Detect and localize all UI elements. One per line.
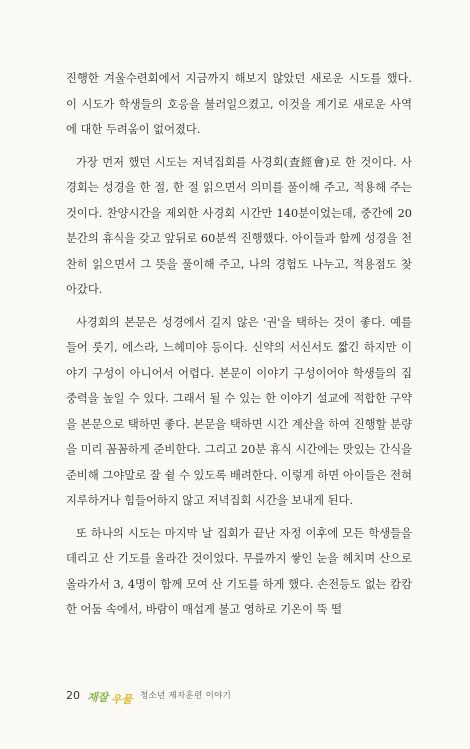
book-title: 청소년 제자훈련 이야기 xyxy=(140,691,232,701)
paragraph-2: 가장 먼저 했던 시도는 저녁집회를 사경회(査經會)로 한 것이다. 사경회는 성경을 한 절, 한 절 읽으면서 의미를 풀이해 주고, 적용해 주는 것이다. 찬양시간을 제외한 사경회 시간만 140분이었는데, 중간에 20분간의 휴식을 갖고 앞뒤로 60분씩 진행했다. 아이들과 함께 성경을 천찬히 읽으면서 그 뜻을 풀이해 주고, 나의 경험도 나누고, 적용점도 찾아갔다. xyxy=(66,155,412,296)
body-text xyxy=(66,66,412,630)
svg-text:우물: 우물 xyxy=(111,693,133,706)
book-logo-icon xyxy=(86,683,134,707)
paragraph-4: 또 하나의 시도는 마지막 날 집회가 끝난 자정 이후에 모든 학생들을 데리고 산 기도를 올라간 것이었다. 무릎까지 쌓인 눈을 헤치며 산으로 올라가서 3, 4명이 함께 모여 산 기도를 하게 했다. 손전등도 없는 캄캄한 어둠 속에서, 바람이 매섭게 불고 영하로 기온이 뚝 떨 xyxy=(66,526,412,616)
page-number: 20 xyxy=(66,688,80,702)
svg-text:재잘: 재잘 xyxy=(87,691,109,704)
paragraph-1: 진행한 겨울수련회에서 지금까지 해보지 않았던 새로운 시도를 했다. 이 시도가 학생들의 호응을 불러일으켰고, 이것을 계기로 새로운 사역에 대한 두려움이 없어졌다. xyxy=(66,72,412,136)
page-footer xyxy=(66,682,231,708)
paragraph-3: 사경회의 본문은 성경에서 길지 않은 '권'을 택하는 것이 좋다. 예를 들어 룻기, 에스라, 느헤미야 등이다. 신약의 서신서도 짧긴 하지만 이야기 구성이 아니어서 어렵다. 본문이 이야기 구성이어야 학생들의 집중력을 높일 수 있다. 그래서 될 수 있는 한 이야기 설교에 적합한 구약을 본문으로 택하면 좋다. 본문을 택하면 시간 계산을 하여 진행할 분량을 미리 꼼꼼하게 준비한다. 그리고 20분 휴식 시간에는 맛있는 간식을 준비해 그야말로 잘 쉴 수 있도록 배려한다. 이렇게 하면 아이들은 전혀 지루하거나 힘들어하지 않고 저녁집회 시간을 보내게 된다. xyxy=(66,315,412,507)
